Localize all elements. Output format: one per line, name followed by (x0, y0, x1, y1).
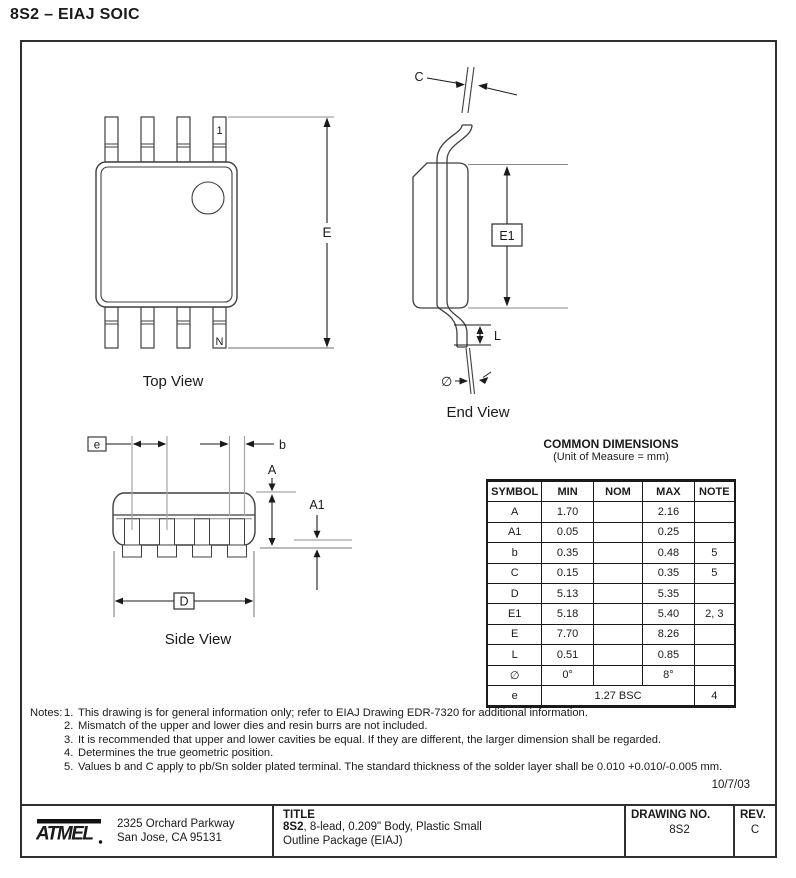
pin1-label: 1 (216, 125, 223, 137)
note-text: Determines the true geometric position. (78, 747, 274, 760)
cell-nom (593, 624, 642, 644)
pinN-label: N (215, 336, 224, 348)
cell-max: 8° (643, 665, 694, 685)
cell-symbol: C (487, 563, 542, 583)
rev-cell (733, 806, 775, 856)
dim-e-label: e (93, 439, 101, 452)
title-cell (272, 806, 624, 856)
package-body (96, 162, 237, 307)
cell-max: 5.35 (643, 583, 694, 603)
side-view-drawing (60, 420, 390, 655)
table-row (487, 583, 735, 603)
cell-min: 7.70 (542, 624, 593, 644)
rev-label: REV. (740, 809, 766, 821)
cell-min: 5.18 (542, 604, 593, 624)
cell-note: 5 (694, 543, 735, 563)
company-address (117, 817, 235, 845)
cell-note (694, 665, 735, 685)
drawing-title-line2: Outline Package (EIAJ) (283, 834, 403, 847)
cell-min: 0.05 (542, 522, 593, 542)
cell-min: 0.51 (542, 645, 593, 665)
note-text: It is recommended that upper and lower cavities be equal. If they are different, the larger dimension shall be regarded. (78, 733, 662, 746)
table-row (487, 685, 735, 706)
cell-symbol: E (487, 624, 542, 644)
cell-nom (593, 502, 642, 522)
dim-E-label: E (322, 225, 332, 240)
cell-max: 0.35 (643, 563, 694, 583)
package-body-end (413, 163, 468, 308)
cell-symbol: D (487, 583, 542, 603)
note-line (30, 734, 775, 747)
cell-nom (593, 645, 642, 665)
dim-L (454, 325, 491, 345)
table-header-row (487, 481, 735, 502)
note-line (30, 761, 775, 774)
dim-A1-arrows (314, 515, 321, 590)
dim-b-label: b (279, 438, 286, 452)
table-row (487, 543, 735, 563)
note-line (30, 720, 775, 733)
title-label: TITLE (283, 809, 315, 821)
note-line (30, 747, 775, 760)
cell-max: 8.26 (643, 624, 694, 644)
cell-note (694, 502, 735, 522)
end-view-drawing (370, 50, 610, 430)
cell-symbol: b (487, 543, 542, 563)
cell-symbol: A1 (487, 522, 542, 542)
cell-min: 1.70 (542, 502, 593, 522)
dim-E-extension-lines (228, 117, 334, 348)
cell-nom (593, 583, 642, 603)
cell-nom (593, 665, 642, 685)
cell-nom (593, 522, 642, 542)
table-row (487, 624, 735, 644)
dim-A-label: A (267, 463, 277, 477)
dimensions-table (486, 479, 736, 708)
table-row (487, 604, 735, 624)
address-line2: San Jose, CA 95131 (117, 832, 222, 844)
note-number: 1. (64, 707, 74, 719)
cell-max: 2.16 (643, 502, 694, 522)
note-text: This drawing is for general information only; refer to EIAJ Drawing EDR-7320 for additional information. (78, 707, 588, 719)
cell-note (694, 522, 735, 542)
revision-date: 10/7/03 (711, 779, 750, 791)
dim-A-arrows (269, 478, 276, 546)
dim-C-label: C (414, 70, 424, 84)
cell-note: 4 (694, 685, 735, 706)
side-view-caption: Side View (164, 631, 232, 648)
cell-span-value: 1.27 BSC (542, 685, 694, 706)
dim-E1-label: E1 (499, 229, 515, 243)
cell-max: 0.25 (643, 522, 694, 542)
cell-symbol: A (487, 502, 542, 522)
drawing-no-value: 8S2 (669, 824, 690, 836)
cell-nom (593, 543, 642, 563)
address-line1: 2325 Orchard Parkway (117, 818, 235, 830)
cell-symbol: E1 (487, 604, 542, 624)
product-code: 8S2 (283, 821, 304, 833)
drawing-no-cell (624, 806, 733, 856)
note-text: Values b and C apply to pb/Sn solder plated terminal. The standard thickness of the solder layer shall be 0.010 +0.010/-0.005 mm. (78, 760, 723, 773)
table-row (487, 502, 735, 522)
rev-value: C (750, 824, 760, 836)
end-view-caption: End View (446, 404, 510, 421)
cell-min: 5.13 (542, 583, 593, 603)
atmel-logo-text: ATMEL (36, 823, 93, 844)
table-row (487, 563, 735, 583)
drawing-title-line1: 8S2, 8-lead, 0.209" Body, Plastic Small (283, 821, 482, 833)
col-note: NOTE (694, 481, 735, 502)
cell-nom (593, 563, 642, 583)
table-row (487, 665, 735, 685)
atmel-logo (36, 818, 104, 845)
note-line (30, 707, 775, 720)
dim-b-arrows (200, 441, 274, 448)
cell-min: 0.15 (542, 563, 593, 583)
col-max: MAX (643, 481, 694, 502)
cell-note: 5 (694, 563, 735, 583)
title-block (20, 804, 777, 858)
dim-A1-label: A1 (309, 498, 325, 512)
lead-tip-lines-bottom (466, 348, 475, 394)
dimensions-table-subtitle: (Unit of Measure = mm) (553, 451, 669, 463)
dim-e-arrows (106, 441, 166, 448)
notes (30, 707, 775, 774)
cell-max: 0.85 (643, 645, 694, 665)
cell-min: 0.35 (542, 543, 593, 563)
page-title: 8S2 – EIAJ SOIC (10, 6, 140, 23)
table-row (487, 645, 735, 665)
dim-D-label: D (179, 594, 189, 609)
table-row (487, 522, 735, 542)
cell-symbol: e (487, 685, 542, 706)
logo-address-cell (22, 806, 272, 856)
cell-max: 0.48 (643, 543, 694, 563)
cell-note (694, 645, 735, 665)
dimensions-table-title: COMMON DIMENSIONS (543, 437, 679, 451)
cell-note (694, 583, 735, 603)
top-view-drawing (60, 90, 360, 400)
cell-symbol: L (487, 645, 542, 665)
cell-note: 2, 3 (694, 604, 735, 624)
cell-max: 5.40 (643, 604, 694, 624)
cell-symbol: ∅ (487, 665, 542, 685)
lead-tip-lines-top (462, 67, 474, 113)
drawing-no-label: DRAWING NO. (631, 809, 711, 821)
col-nom: NOM (593, 481, 642, 502)
dim-L-label: L (494, 329, 501, 343)
note-number: 2. (64, 720, 74, 733)
note-text: Mismatch of the upper and lower dies and resin burrs are not included. (78, 720, 428, 733)
note-number: 5. (64, 760, 74, 773)
col-symbol: SYMBOL (487, 481, 542, 502)
note-number: 4. (64, 747, 74, 760)
cell-min: 0° (542, 665, 593, 685)
note-number: 3. (64, 733, 74, 746)
dim-angle-label: ∅ (441, 374, 453, 389)
col-min: MIN (542, 481, 593, 502)
cell-nom (593, 604, 642, 624)
cell-note (694, 624, 735, 644)
top-view-caption: Top View (142, 373, 204, 390)
notes-label: Notes: (30, 707, 63, 719)
